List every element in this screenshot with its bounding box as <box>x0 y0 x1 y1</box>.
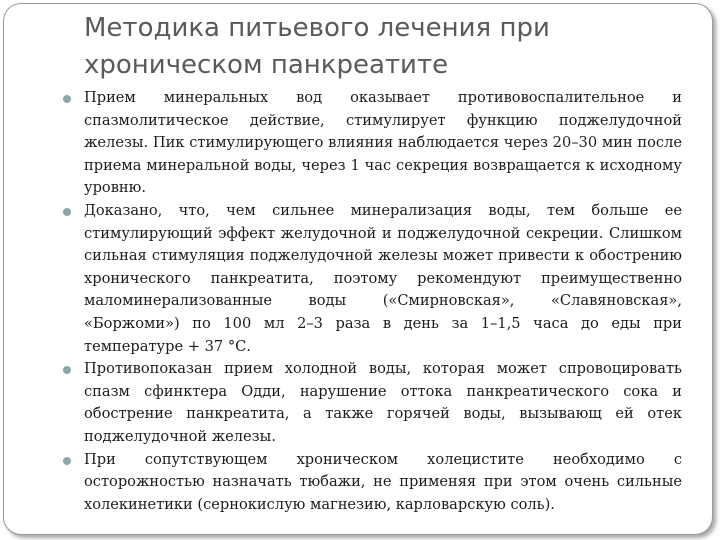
bullet-text: Доказано, что, чем сильнее минерализация воды, тем больше ее стимулирующий эффект желудочной и поджелудочной секреции. Слишком сильная стимуляция поджелудочной железы может привести к обострению хронического панкреатита, поэтому рекомендуют преимущественно маломинерализованные воды («Смирновская», «Славяновская», «Боржоми») по 100 мл 2–3 раза в день за 1–1,5 часа до еды при температуре + 37 °С. <box>84 201 682 355</box>
bullet-dot-icon <box>63 208 71 216</box>
bullet-dot-icon <box>63 95 71 103</box>
slide-title: Методика питьевого лечения при хроническом панкреатите <box>84 13 550 80</box>
bullet-dot-icon <box>63 457 71 465</box>
bullet-item <box>60 449 682 517</box>
bullet-text: При сопутствующем хроническом холецистите необходимо с осторожностью назначать тюбажи, не применяя при этом очень сильные холекинетики (сернокислую магнезию, карловарскую соль). <box>84 450 682 513</box>
bullet-text: Прием минеральных вод оказывает противовоспалительное и спазмолитическое действие, стимулирует функцию поджелудочной железы. Пик стимулирующего влияния наблюдается через 20–30 мин после приема минеральной воды, через 1 час секреция возвращается к исходному уровню. <box>84 89 682 197</box>
bullet-text: Противопоказан прием холодной воды, которая может спровоцировать спазм сфинктера Одди, нарушение оттока панкреатического сока и обострение панкреатита, а также горячей воды, вызывающ ей отек поджелудочной железы. <box>84 360 682 445</box>
bullet-list <box>60 87 682 516</box>
slide-frame <box>3 3 713 535</box>
bullet-dot-icon <box>63 366 71 374</box>
bullet-item <box>60 358 682 448</box>
bullet-item <box>60 87 682 200</box>
bullet-item <box>60 200 682 358</box>
